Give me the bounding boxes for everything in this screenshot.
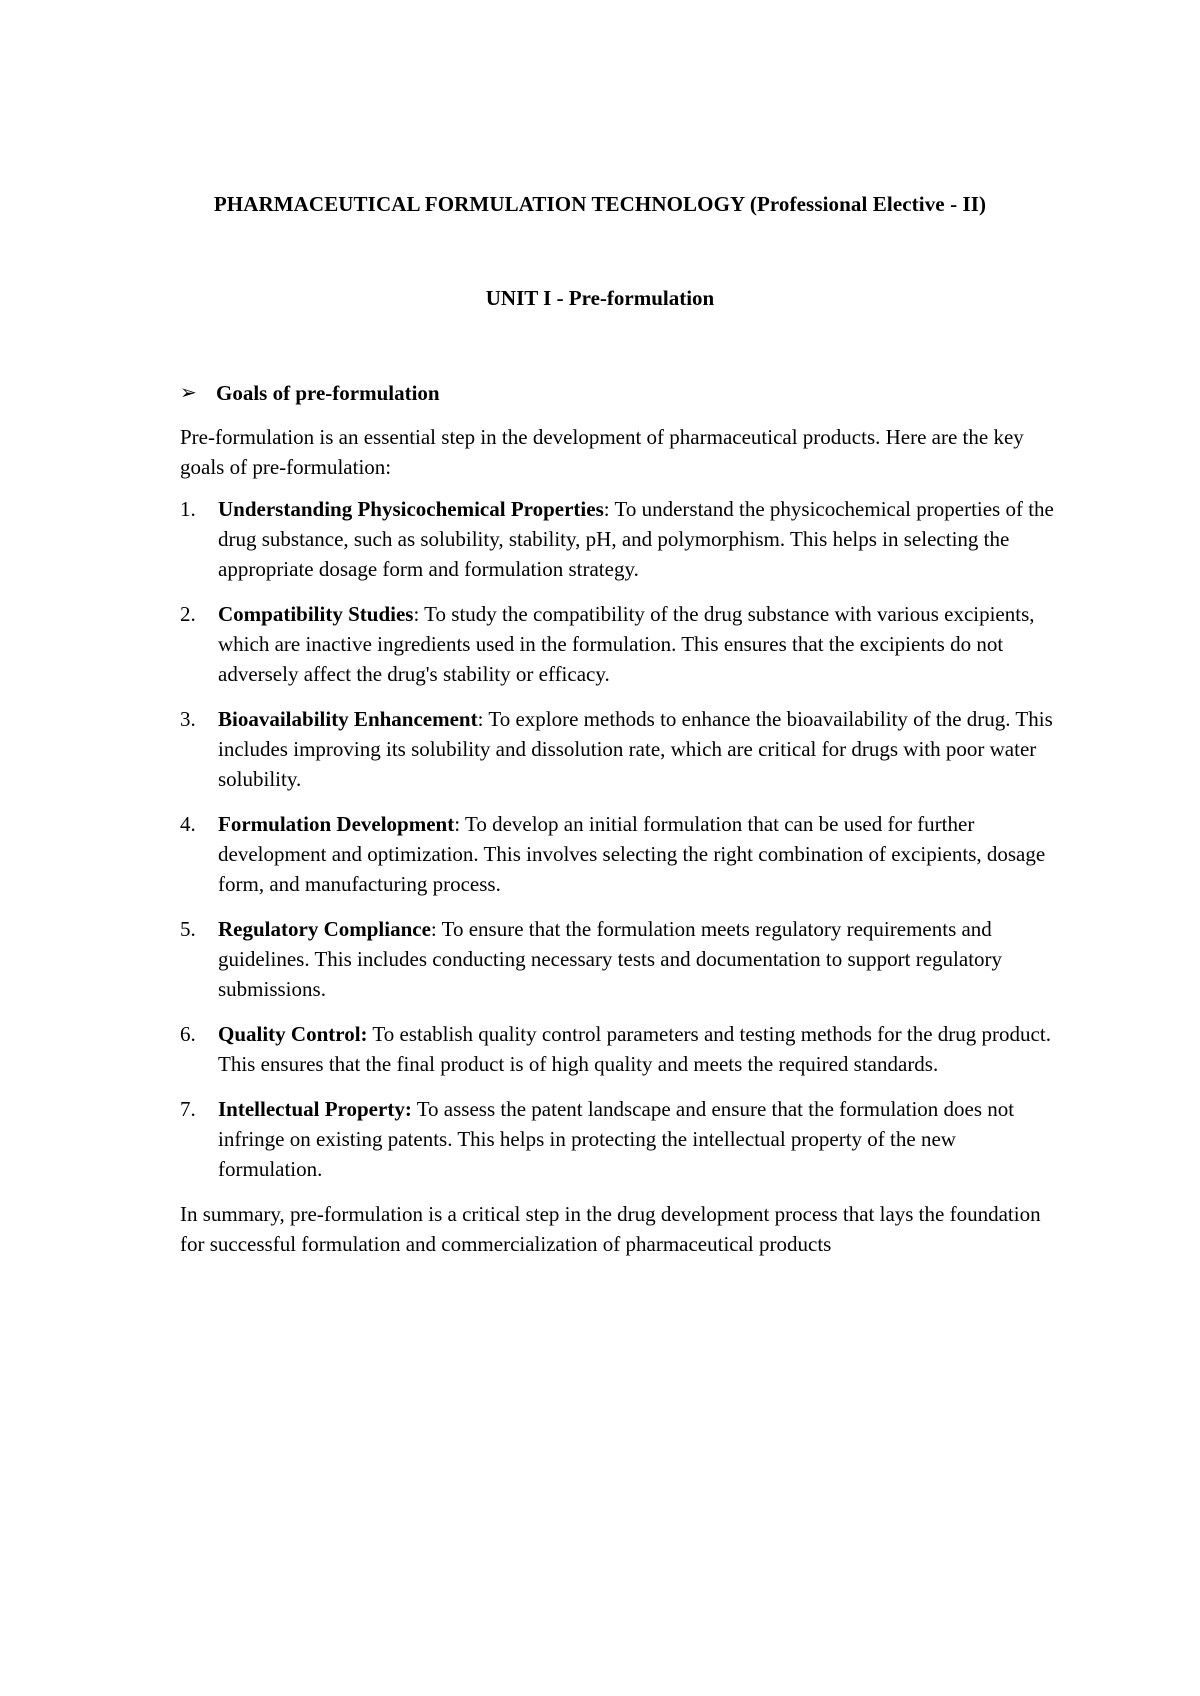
list-item-separator: : [430, 917, 442, 941]
list-item-number: 6. [180, 1022, 196, 1046]
list-item-body [218, 914, 1060, 1004]
list-item-text: To study the compatibility of the drug substance with various excipients, which are inactive ingredients used in the formulation. This ensures that the excipients do not adversely affect the drug's stability or efficacy. [218, 602, 1035, 686]
list-item-body [218, 704, 1060, 794]
list-item-number: 4. [180, 812, 196, 836]
list-item-number: 5. [180, 917, 196, 941]
list-item-term: Quality Control: [218, 1022, 368, 1046]
list-item-text: To assess the patent landscape and ensure that the formulation does not infringe on existing patents. This helps in protecting the intellectual property of the new formulation. [218, 1097, 1015, 1181]
list-item [180, 1019, 1060, 1079]
unit-title: UNIT I - Pre-formulation [485, 286, 715, 310]
list-item-body [218, 809, 1060, 899]
list-item-text: To explore methods to enhance the bioavailability of the drug. This includes improving its solubility and dissolution rate, which are critical for drugs with poor water solubility. [218, 707, 1053, 791]
list-item-number: 3. [180, 707, 196, 731]
section-heading-text: Goals of pre-formulation [216, 381, 440, 405]
list-item-term: Compatibility Studies [218, 602, 414, 626]
list-item-body [218, 1094, 1060, 1184]
list-item-text: To ensure that the formulation meets regulatory requirements and guidelines. This includes conducting necessary tests and documentation to support regulatory submissions. [218, 917, 1003, 1001]
arrow-bullet-icon: ➢ [180, 382, 197, 404]
list-item [180, 494, 1060, 584]
intro-paragraph: Pre-formulation is an essential step in the development of pharmaceutical products. Here are the key goals of pre-formulation: [180, 425, 1024, 479]
list-item [180, 1094, 1060, 1184]
goals-list [180, 494, 1060, 1184]
list-item-term: Bioavailability Enhancement [218, 707, 478, 731]
section-heading [180, 378, 1060, 408]
list-item-number: 1. [180, 497, 196, 521]
list-item [180, 914, 1060, 1004]
list-item-body [218, 1019, 1060, 1079]
list-item [180, 704, 1060, 794]
list-item-term: Regulatory Compliance [218, 917, 431, 941]
list-item [180, 809, 1060, 899]
document-content [180, 378, 1060, 1259]
list-item-separator: : [477, 707, 489, 731]
list-item-text: To develop an initial formulation that can be used for further development and optimization. This involves selecting the right combination of excipients, dosage form, and manufacturing process. [218, 812, 1046, 896]
list-item-text: To establish quality control parameters and testing methods for the drug product. This ensures that the final product is of high quality and meets the required standards. [218, 1022, 1051, 1076]
list-item-number: 2. [180, 602, 196, 626]
summary-paragraph: In summary, pre-formulation is a critical step in the drug development process that lays the foundation for successful formulation and commercialization of pharmaceutical products [180, 1202, 1041, 1256]
list-item-body [218, 494, 1060, 584]
list-item-term: Intellectual Property: [218, 1097, 412, 1121]
list-item-separator: : [454, 812, 465, 836]
list-item-term: Formulation Development [218, 812, 455, 836]
list-item-separator: : [603, 497, 615, 521]
list-item-body [218, 599, 1060, 689]
list-item-term: Understanding Physicochemical Properties [218, 497, 604, 521]
document-title: PHARMACEUTICAL FORMULATION TECHNOLOGY (Professional Elective - II) [213, 192, 987, 216]
list-item-text: To understand the physicochemical properties of the drug substance, such as solubility, stability, pH, and polymorphism. This helps in selecting the appropriate dosage form and formulation strategy. [218, 497, 1054, 581]
list-item [180, 599, 1060, 689]
list-item-number: 7. [180, 1097, 196, 1121]
list-item-separator: : [413, 602, 425, 626]
